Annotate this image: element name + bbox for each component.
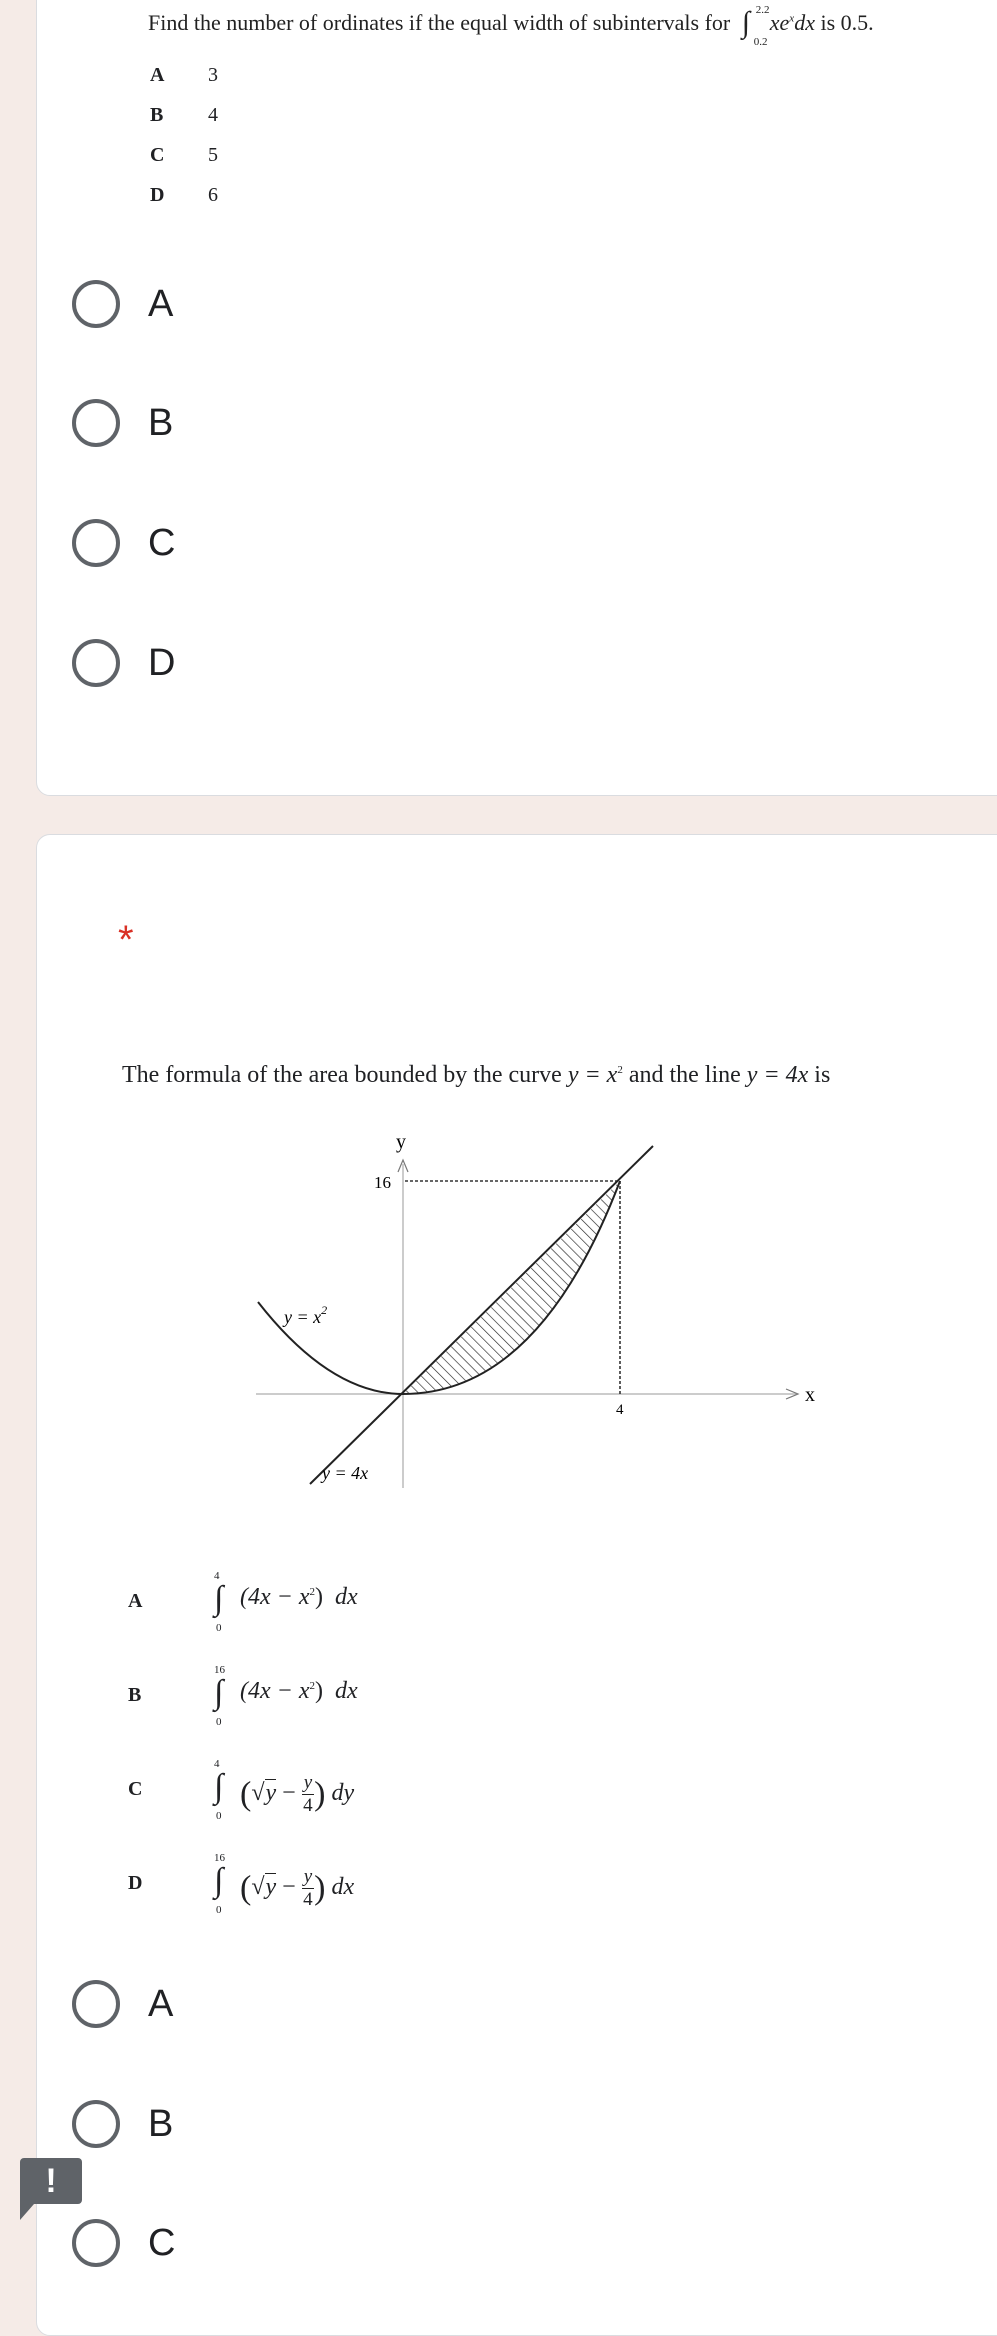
- curve-label: $y = x^2$: [284, 1303, 328, 1327]
- radio-circle[interactable]: [72, 519, 120, 567]
- q2-radio-a[interactable]: A: [72, 1974, 173, 2034]
- radio-circle[interactable]: [72, 2219, 120, 2267]
- radio-circle[interactable]: [72, 399, 120, 447]
- q2-radio-b[interactable]: B: [72, 2094, 173, 2154]
- radio-circle[interactable]: [72, 2100, 120, 2148]
- x-axis-label: x: [805, 1384, 815, 1406]
- area-graph: [250, 1126, 830, 1506]
- radio-circle[interactable]: [72, 639, 120, 687]
- q1-radio-d[interactable]: D: [72, 633, 175, 693]
- integral-sign: ∫ 2.2 0.2: [741, 4, 770, 48]
- question-card-2: [36, 834, 997, 2336]
- question-card-1: [36, 0, 997, 796]
- q1-radio-c[interactable]: C: [72, 513, 175, 573]
- question-1-text: Find the number of ordinates if the equal width of subintervals for ∫ 2.2 0.2 $xe^xdx$ is 0.5.: [148, 4, 874, 48]
- radio-circle[interactable]: [72, 1980, 120, 2028]
- y-tick-16: 16: [374, 1173, 391, 1192]
- x-tick-4: 4: [616, 1402, 624, 1418]
- y-axis-label: y: [396, 1131, 406, 1153]
- hatched-area: [403, 1181, 620, 1394]
- q1-radio-a[interactable]: A: [72, 274, 173, 334]
- q2-radio-c[interactable]: C: [72, 2213, 175, 2273]
- question-2-text: The formula of the area bounded by the curve $y = x^2$ and the line y = 4x is: [122, 1062, 831, 1088]
- feedback-alert-icon[interactable]: !: [20, 2158, 82, 2204]
- line-label: y = 4x: [322, 1463, 369, 1483]
- line-4x: [310, 1146, 653, 1484]
- radio-circle[interactable]: [72, 280, 120, 328]
- required-star: *: [118, 918, 134, 962]
- q1-radio-b[interactable]: B: [72, 393, 173, 453]
